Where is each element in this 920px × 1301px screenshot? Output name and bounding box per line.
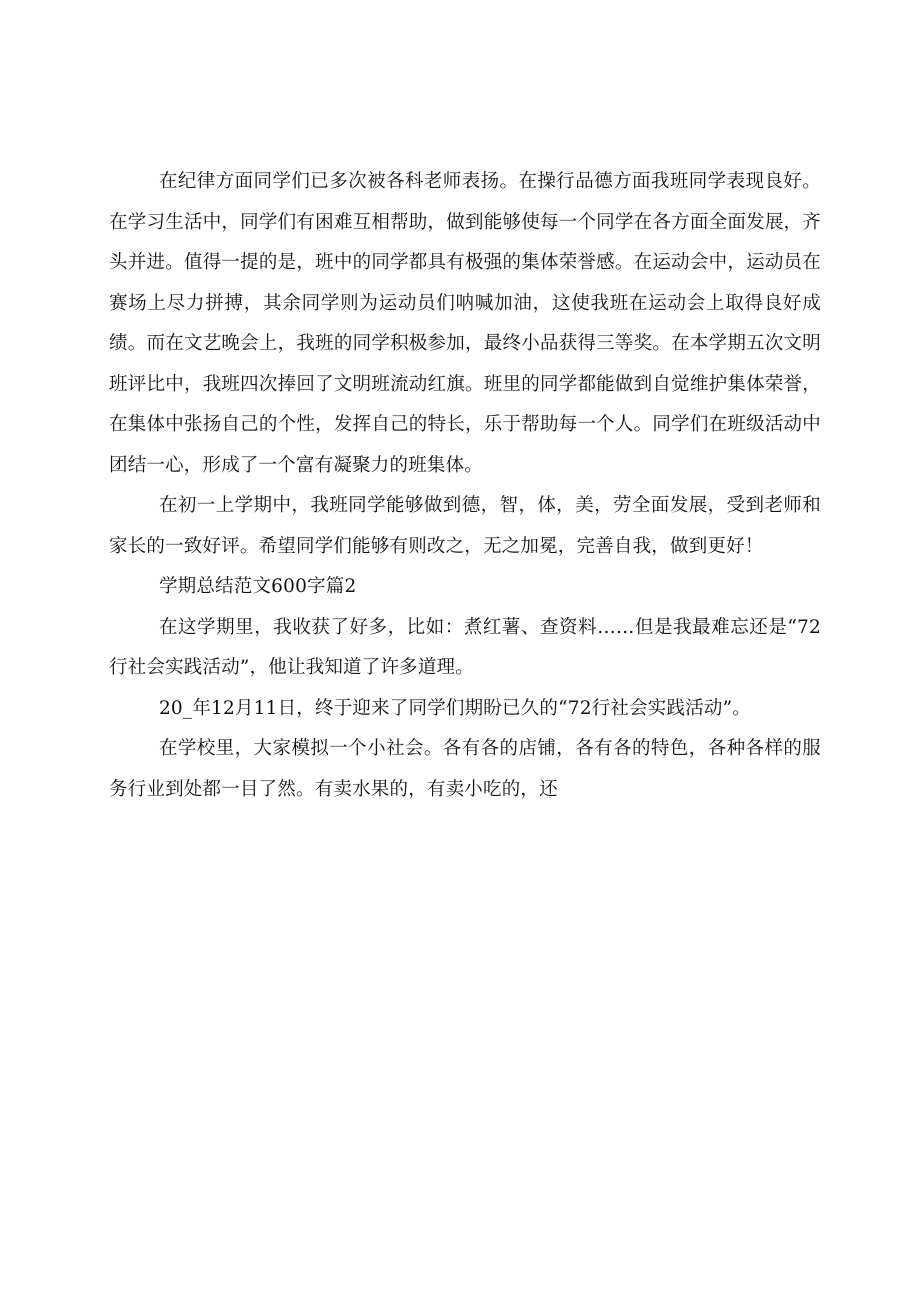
paragraph-semester-summary: 在初一上学期中，我班同学能够做到德，智，体，美，劳全面发展，受到老师和家长的一致好评。希望同学们能够有则改之，无之加冕，完善自我，做到更好！ — [109, 495, 821, 557]
paragraph-date: 20_年12月11日，终于迎来了同学们期盼已久的“72行社会实践活动”。 — [158, 697, 751, 719]
paragraph-school-society: 在学校里，大家模拟一个小社会。各有各的店铺，各有各的特色，各种各样的服务行业到处都一目了然。有卖水果的，有卖小吃的，还 — [109, 738, 821, 800]
paragraph-discipline: 在纪律方面同学们已多次被各科老师表扬。在操行品德方面我班同学表现良好。在学习生活中，同学们有困难互相帮助，做到能够使每一个同学在各方面全面发展，齐头并进。值得一提的是，班中的同学都具有极强的集体荣誉感。在运动会中，运动员在赛场上尽力拼搏，其余同学则为运动员们呐喊加油，这使我班在运动会上取得良好成绩。而在文艺晚会上，我班的同学积极参加，最终小品获得三等奖。在本学期五次文明班评比中，我班四次捧回了文明班流动红旗。班里的同学都能做到自觉维护集体荣誉，在集体中张扬自己的个性，发挥自己的特长，乐于帮助每一个人。同学们在班级活动中团结一心，形成了一个富有凝聚力的班集体。 — [109, 171, 821, 476]
section-heading: 学期总结范文600字篇2 — [158, 576, 357, 597]
paragraph-harvest: 在这学期里，我收获了好多，比如：煮红薯、查资料……但是我最难忘还是“72行社会实践活动”，他让我知道了许多道理。 — [109, 616, 821, 678]
document-body — [109, 162, 821, 810]
